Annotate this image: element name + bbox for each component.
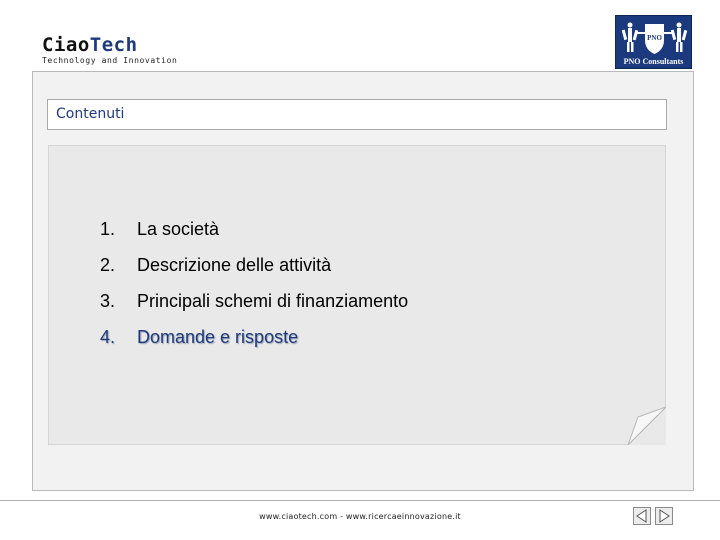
footer-links: www.ciaotech.com - www.ricercaeinnovazione.it: [259, 512, 461, 521]
agenda-item-number: 4.: [100, 327, 116, 347]
triangle-right-icon: [656, 508, 672, 524]
logo-wordmark: [42, 34, 177, 56]
pno-consultants-logo: [615, 15, 692, 69]
previous-slide-button[interactable]: [633, 507, 651, 525]
ciaotech-logo: [42, 34, 177, 65]
agenda-item-active: [100, 326, 408, 362]
agenda-item-label: Descrizione delle attività: [137, 255, 332, 275]
logo-brand-tech: Tech: [89, 34, 138, 56]
section-title-bar: [47, 99, 667, 130]
agenda-item-number: 1.: [100, 219, 116, 239]
footer-divider: [0, 500, 720, 501]
agenda-item: [100, 254, 408, 290]
agenda-item: [100, 218, 408, 254]
agenda-item-number: 3.: [100, 291, 116, 311]
agenda-item-label: Principali schemi di finanziamento: [137, 291, 409, 311]
agenda-item-label: La società: [137, 219, 220, 239]
agenda-list: [100, 218, 408, 362]
pno-badge-text: PNO: [647, 34, 662, 42]
agenda-item-number: 2.: [100, 255, 116, 275]
triangle-left-icon: [634, 508, 650, 524]
section-title: Contenuti: [56, 106, 125, 122]
agenda-item-label: Domande e risposte: [137, 327, 299, 347]
logo-brand-ciao: Ciao: [42, 34, 90, 56]
pno-logo-text: PNO Consultants: [623, 57, 684, 66]
agenda-item: [100, 290, 408, 326]
next-slide-button[interactable]: [655, 507, 673, 525]
logo-tagline: Technology and Innovation: [42, 56, 178, 65]
